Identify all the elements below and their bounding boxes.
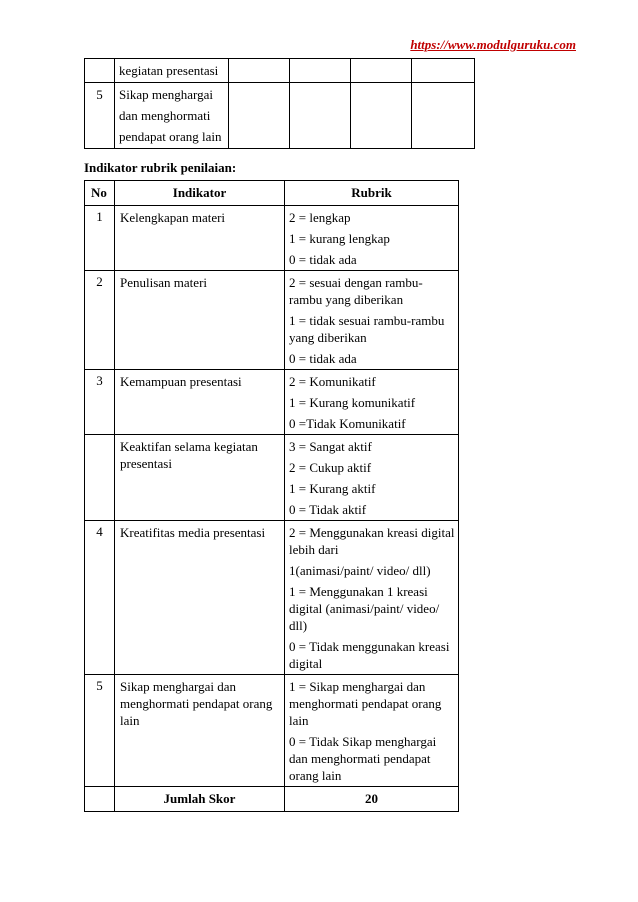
score-cell: [351, 59, 412, 83]
table-row: [85, 370, 459, 435]
rubric-line: 0 =Tidak Komunikatif: [289, 416, 406, 431]
row-number: 5: [85, 83, 115, 149]
indicator-text: Kemampuan presentasi: [115, 370, 285, 435]
rubric-table: [84, 180, 459, 812]
rubric-line: 0 = Tidak aktif: [289, 502, 367, 517]
rubric-line: 2 = Menggunakan kreasi digital lebih dari: [289, 525, 455, 557]
rubric-line: 0 = tidak ada: [289, 252, 357, 267]
table-row: [85, 675, 459, 787]
total-label: Jumlah Skor: [115, 787, 285, 812]
source-url[interactable]: https://www.modulguruku.com: [410, 37, 576, 52]
table-row: [85, 83, 475, 149]
aspect-text: kegiatan presentasi: [115, 59, 229, 83]
total-empty-cell: [85, 787, 115, 812]
total-value: 20: [285, 787, 459, 812]
indicator-text: Kreatifitas media presentasi: [115, 521, 285, 675]
row-number: [85, 59, 115, 83]
header-row: [85, 181, 459, 206]
column-header-indikator: Indikator: [115, 181, 285, 206]
row-number: 4: [85, 521, 115, 675]
rubric-line: 0 = Tidak Sikap menghargai dan menghormati pendapat orang lain: [289, 734, 437, 783]
score-cell: [229, 83, 290, 149]
rubric-cell: [285, 206, 459, 271]
score-cell: [290, 83, 351, 149]
rubric-line: 1 = Kurang komunikatif: [289, 395, 416, 410]
rubric-line: 0 = Tidak menggunakan kreasi digital: [289, 639, 450, 671]
column-header-no: No: [85, 181, 115, 206]
aspect-text: Sikap menghargai dan menghormati pendapat orang lain: [115, 83, 229, 149]
rubric-line: 0 = tidak ada: [289, 351, 357, 366]
rubric-line: 2 = sesuai dengan rambu-rambu yang diberikan: [289, 275, 423, 307]
rubric-line: 1(animasi/paint/ video/ dll): [289, 563, 431, 578]
score-cell: [412, 59, 475, 83]
rubric-line: 1 = Menggunakan 1 kreasi digital (animasi/paint/ video/ dll): [289, 584, 440, 633]
rubric-cell: [285, 435, 459, 521]
table-row: [85, 435, 459, 521]
indicator-text: Sikap menghargai dan menghormati pendapat orang lain: [115, 675, 285, 787]
table-row: [85, 206, 459, 271]
rubric-cell: [285, 370, 459, 435]
rubric-line: 1 = Kurang aktif: [289, 481, 376, 496]
rubric-line: 1 = kurang lengkap: [289, 231, 390, 246]
table-row: [85, 521, 459, 675]
indicator-text: Kelengkapan materi: [115, 206, 285, 271]
row-number: 5: [85, 675, 115, 787]
rubric-cell: [285, 675, 459, 787]
table-row: [85, 271, 459, 370]
table-row: [85, 59, 475, 83]
rubric-line: 3 = Sangat aktif: [289, 439, 372, 454]
score-cell: [229, 59, 290, 83]
score-cell: [290, 59, 351, 83]
column-header-rubrik: Rubrik: [285, 181, 459, 206]
rubric-line: 1 = tidak sesuai rambu-rambu yang diberikan: [289, 313, 445, 345]
score-table-continuation: [84, 58, 475, 149]
score-cell: [351, 83, 412, 149]
row-number: 2: [85, 271, 115, 370]
indicator-text: Keaktifan selama kegiatan presentasi: [115, 435, 285, 521]
score-cell: [412, 83, 475, 149]
row-number: 1: [85, 206, 115, 271]
row-number: [85, 435, 115, 521]
total-row: [85, 787, 459, 812]
rubric-cell: [285, 271, 459, 370]
rubric-heading: Indikator rubrik penilaian:: [84, 160, 237, 175]
row-number: 3: [85, 370, 115, 435]
indicator-text: Penulisan materi: [115, 271, 285, 370]
rubric-line: 2 = Komunikatif: [289, 374, 376, 389]
rubric-cell: [285, 521, 459, 675]
rubric-line: 1 = Sikap menghargai dan menghormati pendapat orang lain: [289, 679, 442, 728]
rubric-line: 2 = Cukup aktif: [289, 460, 372, 475]
rubric-line: 2 = lengkap: [289, 210, 351, 225]
